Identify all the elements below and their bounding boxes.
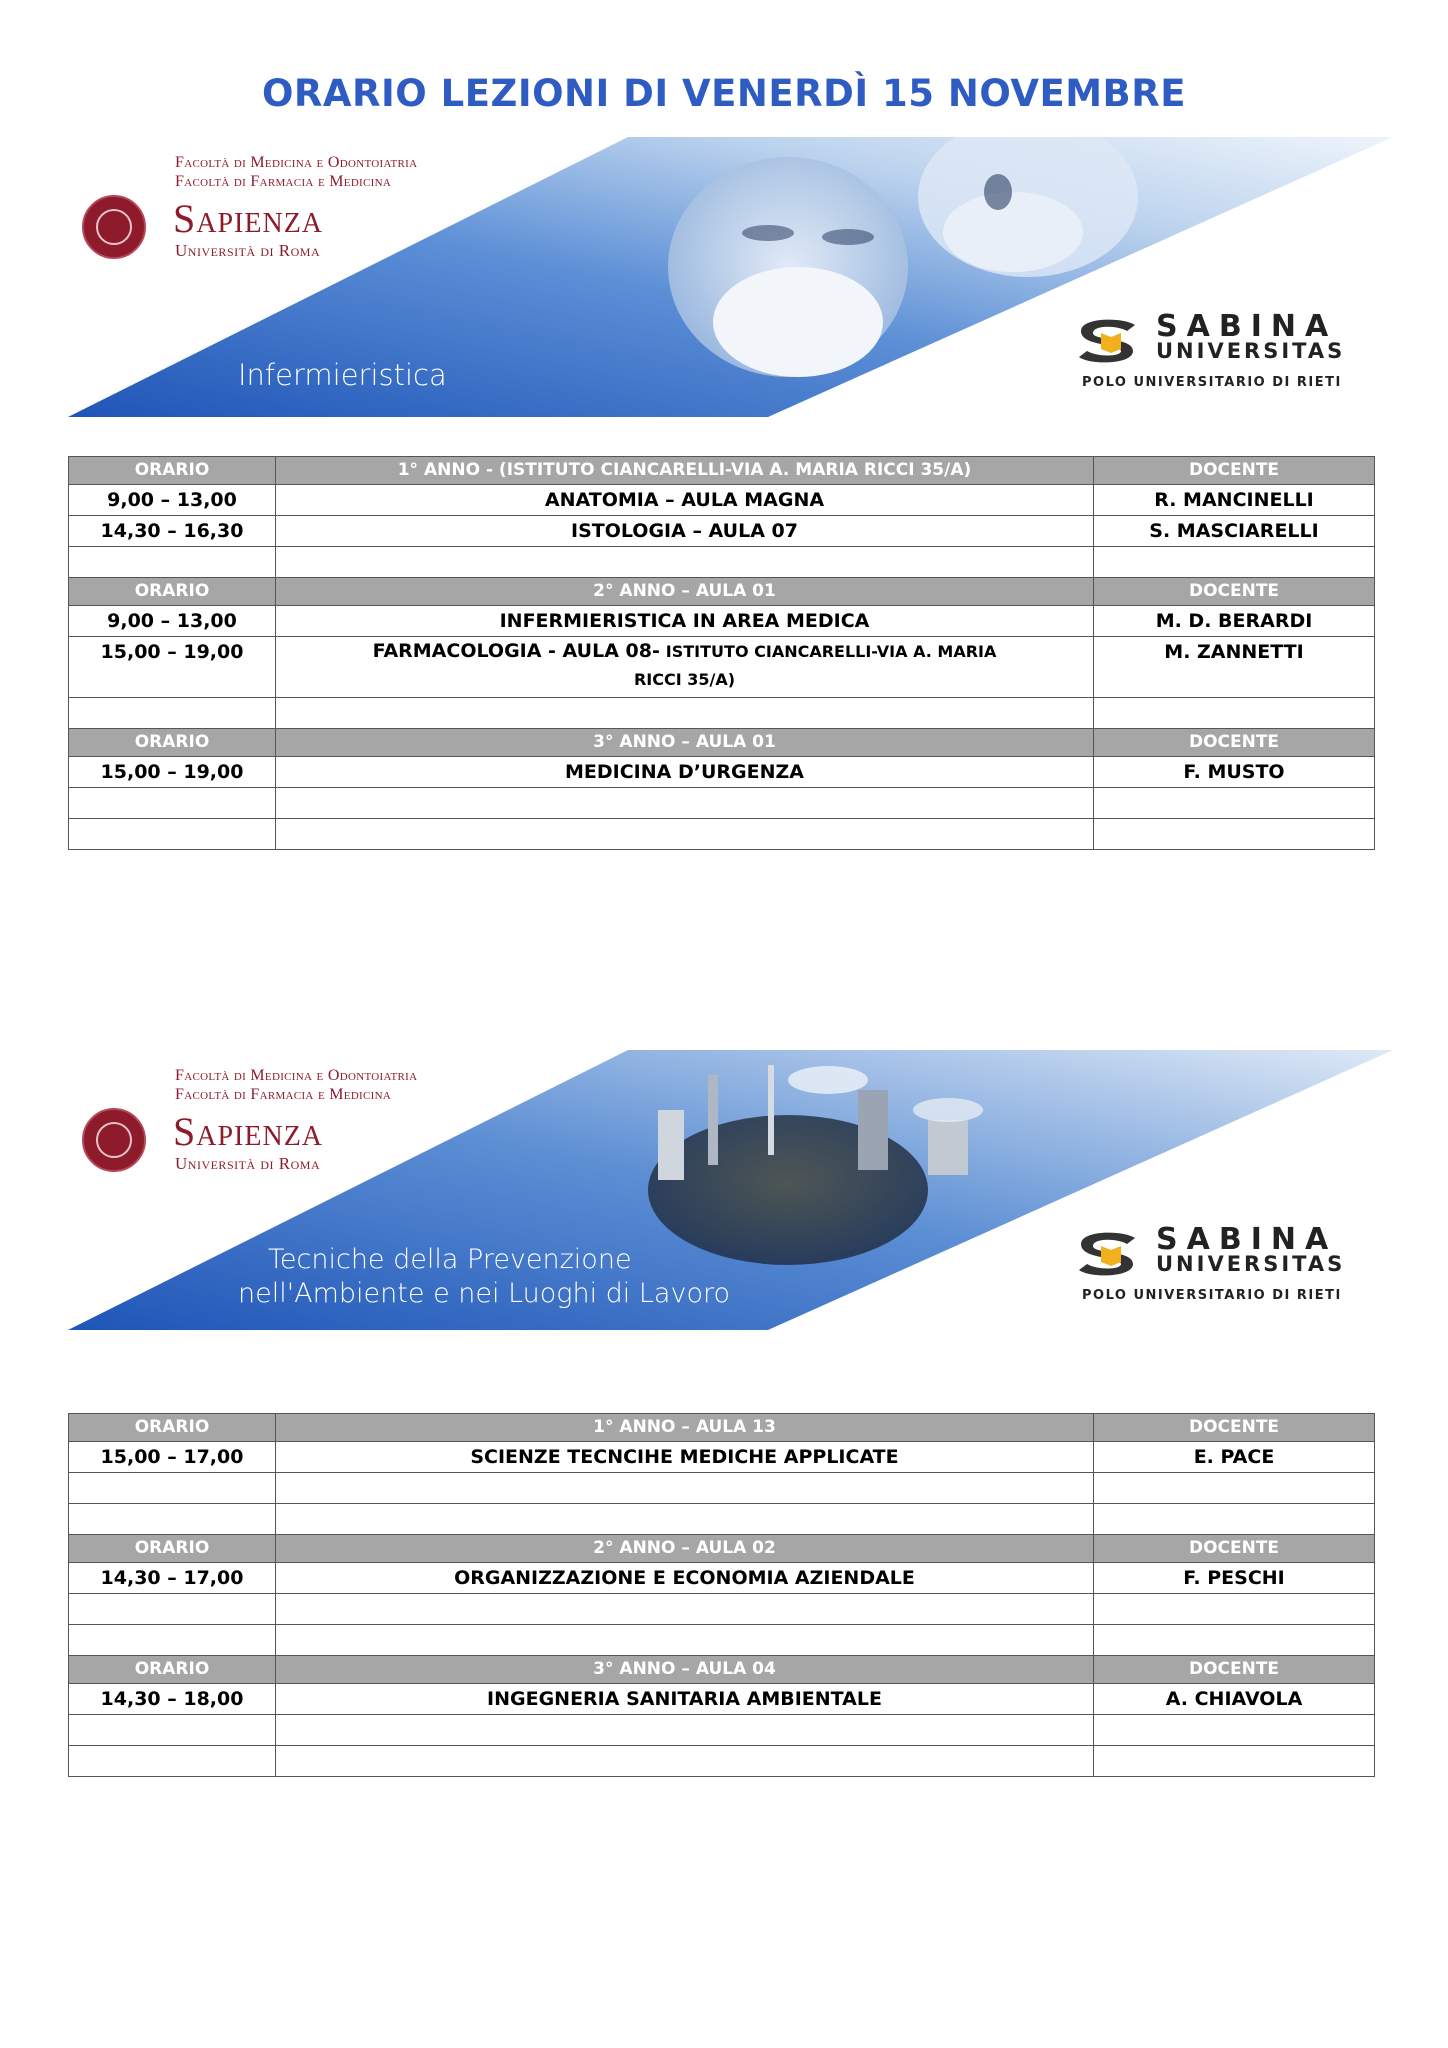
empty-row [69,1473,1375,1504]
empty-row [69,1746,1375,1777]
cell-empty [69,1746,276,1777]
polo-tagline: POLO UNIVERSITARIO DI RIETI [1082,1288,1342,1303]
empty-row [69,698,1375,729]
subject-part-c: RICCI 35/A) [633,670,736,689]
cell-empty [1094,1746,1375,1777]
sabina-logo [1068,1220,1378,1310]
cell-empty [69,788,276,819]
cell-subject: MEDICINA D’URGENZA [276,757,1094,788]
cell-empty [1094,1473,1375,1504]
cell-teacher: E. PACE [1094,1442,1375,1473]
cell-empty [1094,698,1375,729]
schedule-table-prevenzione [68,1413,1375,1777]
table-header-row [69,1414,1375,1442]
header-docente: DOCENTE [1094,1414,1375,1442]
sabina-book-icon [1073,1224,1143,1280]
header-docente: DOCENTE [1094,578,1375,606]
cell-empty [276,788,1094,819]
cell-time: 9,00 – 13,00 [69,485,276,516]
cell-teacher: M. ZANNETTI [1094,637,1375,698]
header-year: 2° ANNO – AULA 02 [276,1535,1094,1563]
header-docente: DOCENTE [1094,1535,1375,1563]
cell-empty [1094,819,1375,850]
course-name: Infermieristica [238,358,447,392]
header-orario: ORARIO [69,729,276,757]
cell-subject [276,637,1094,698]
cell-subject: ISTOLOGIA – AULA 07 [276,516,1094,547]
table-header-row [69,1535,1375,1563]
cell-empty [69,1625,276,1656]
header-docente: DOCENTE [1094,729,1375,757]
banner-prevenzione [68,1050,1393,1330]
empty-row [69,1625,1375,1656]
table-row [69,516,1375,547]
cell-teacher: M. D. BERARDI [1094,606,1375,637]
cell-time: 15,00 – 19,00 [69,637,276,698]
table-row [69,757,1375,788]
sapienza-wordmark: Sapienza [173,196,324,241]
cell-time: 14,30 – 18,00 [69,1684,276,1715]
cell-empty [276,1746,1094,1777]
cell-empty [276,1504,1094,1535]
cell-teacher: F. MUSTO [1094,757,1375,788]
sapienza-crest-icon [82,1108,146,1172]
cell-time: 14,30 – 17,00 [69,1563,276,1594]
table-header-row [69,578,1375,606]
header-orario: ORARIO [69,457,276,485]
faculty-line-2: Facoltà di Farmacia e Medicina [175,173,392,190]
cell-subject: ORGANIZZAZIONE E ECONOMIA AZIENDALE [276,1563,1094,1594]
header-docente: DOCENTE [1094,457,1375,485]
subject-part-b: ISTITUTO CIANCARELLI-VIA A. MARIA [665,642,997,661]
table-row [69,637,1375,698]
cell-empty [1094,1504,1375,1535]
polo-tagline: POLO UNIVERSITARIO DI RIETI [1082,375,1342,390]
table-row [69,485,1375,516]
empty-row [69,788,1375,819]
empty-row [69,819,1375,850]
header-orario: ORARIO [69,1535,276,1563]
empty-row [69,1715,1375,1746]
sapienza-subtitle: Università di Roma [175,241,321,260]
table-row [69,1563,1375,1594]
header-year: 3° ANNO – AULA 04 [276,1656,1094,1684]
cell-teacher: F. PESCHI [1094,1563,1375,1594]
course-name-line-2: nell'Ambiente e nei Luoghi di Lavoro [238,1278,730,1309]
cell-time: 15,00 – 19,00 [69,757,276,788]
faculty-line-1: Facoltà di Medicina e Odontoiatria [175,1067,418,1084]
cell-teacher: A. CHIAVOLA [1094,1684,1375,1715]
cell-empty [1094,788,1375,819]
cell-empty [1094,1715,1375,1746]
empty-row [69,547,1375,578]
cell-empty [276,1473,1094,1504]
sabina-logo [1068,307,1378,397]
universitas-wordmark: UNIVERSITAS [1156,339,1346,363]
cell-empty [69,1504,276,1535]
header-year: 2° ANNO – AULA 01 [276,578,1094,606]
cell-empty [69,1715,276,1746]
empty-row [69,1594,1375,1625]
table-row [69,1442,1375,1473]
cell-empty [1094,1594,1375,1625]
table-header-row [69,1656,1375,1684]
cell-subject: SCIENZE TECNCIHE MEDICHE APPLICATE [276,1442,1094,1473]
cell-subject: INGEGNERIA SANITARIA AMBIENTALE [276,1684,1094,1715]
cell-empty [276,1715,1094,1746]
cell-empty [276,547,1094,578]
cell-empty [69,698,276,729]
subject-part-a: FARMACOLOGIA - AULA 08- [372,640,660,662]
sapienza-crest-icon [82,195,146,259]
header-orario: ORARIO [69,578,276,606]
cell-empty [276,1625,1094,1656]
cell-empty [1094,547,1375,578]
cell-time: 9,00 – 13,00 [69,606,276,637]
header-year: 1° ANNO - (ISTITUTO CIANCARELLI-VIA A. MARIA RICCI 35/A) [276,457,1094,485]
page-title: ORARIO LEZIONI DI VENERDÌ 15 NOVEMBRE [261,72,1187,115]
banner-infermieristica [68,137,1393,417]
cell-time: 14,30 – 16,30 [69,516,276,547]
sabina-wordmark: SABINA [1156,1222,1338,1257]
table-row [69,606,1375,637]
cell-empty [69,819,276,850]
sapienza-wordmark: Sapienza [173,1109,324,1154]
course-name-line-1: Tecniche della Prevenzione [268,1244,632,1275]
sabina-wordmark: SABINA [1156,309,1338,344]
cell-subject: ANATOMIA – AULA MAGNA [276,485,1094,516]
faculty-line-2: Facoltà di Farmacia e Medicina [175,1086,392,1103]
cell-teacher: S. MASCIARELLI [1094,516,1375,547]
cell-time: 15,00 – 17,00 [69,1442,276,1473]
header-orario: ORARIO [69,1414,276,1442]
cell-empty [69,1594,276,1625]
cell-empty [1094,1625,1375,1656]
table-row [69,1684,1375,1715]
header-year: 1° ANNO – AULA 13 [276,1414,1094,1442]
faculty-line-1: Facoltà di Medicina e Odontoiatria [175,154,418,171]
cell-subject: INFERMIERISTICA IN AREA MEDICA [276,606,1094,637]
header-docente: DOCENTE [1094,1656,1375,1684]
sapienza-subtitle: Università di Roma [175,1154,321,1173]
cell-empty [69,547,276,578]
universitas-wordmark: UNIVERSITAS [1156,1252,1346,1276]
header-year: 3° ANNO – AULA 01 [276,729,1094,757]
table-header-row [69,457,1375,485]
header-orario: ORARIO [69,1656,276,1684]
cell-empty [276,1594,1094,1625]
cell-teacher: R. MANCINELLI [1094,485,1375,516]
cell-empty [276,698,1094,729]
table-header-row [69,729,1375,757]
cell-empty [69,1473,276,1504]
cell-empty [276,819,1094,850]
empty-row [69,1504,1375,1535]
schedule-table-infermieristica [68,456,1375,850]
sabina-book-icon [1073,311,1143,367]
